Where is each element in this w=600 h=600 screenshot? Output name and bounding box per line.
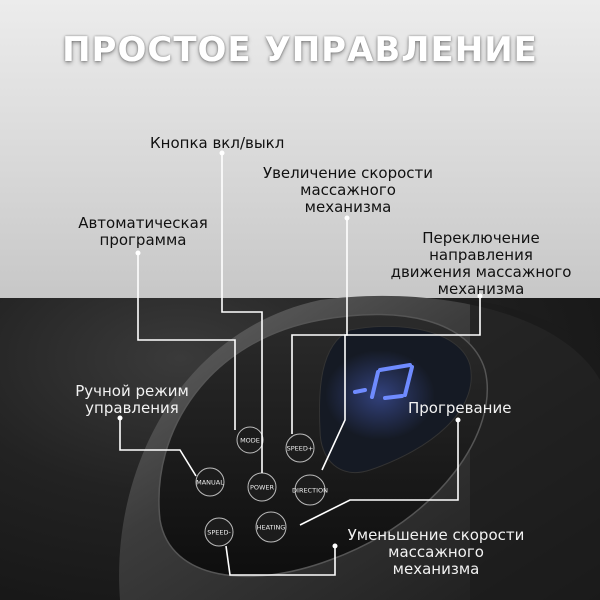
page-title: ПРОСТОЕ УПРАВЛЕНИЕ (62, 30, 538, 70)
label-direction: Переключение направления движения массажного механизма (390, 229, 572, 298)
callout-line-direction (322, 298, 480, 470)
manual-button-label: MANUAL (196, 478, 224, 487)
callout-line-manual (120, 420, 196, 476)
heating-button-label: HEATING (256, 523, 286, 532)
label-speed-down: Уменьшение скорости массажного механизма (347, 526, 525, 578)
callout-line-speed-up (292, 220, 347, 434)
direction-button-label: DIRECTION (292, 486, 328, 495)
callout-line-speed-down (226, 546, 335, 575)
mode-button-label: MODE (240, 436, 260, 445)
label-auto-program: Автоматическая программа (78, 214, 208, 249)
label-power: Кнопка вкл/выкл (150, 134, 285, 152)
speed-minus-button-label: SPEED- (207, 528, 231, 537)
label-speed-up: Увеличение скорости массажного механизма (262, 164, 434, 216)
power-button-label: POWER (249, 483, 275, 492)
label-manual: Ручной режим управления (75, 382, 189, 417)
speed-plus-button-label: SPEED+ (286, 444, 314, 453)
label-heating: Прогревание (408, 399, 512, 417)
callout-line-heating (300, 422, 458, 525)
